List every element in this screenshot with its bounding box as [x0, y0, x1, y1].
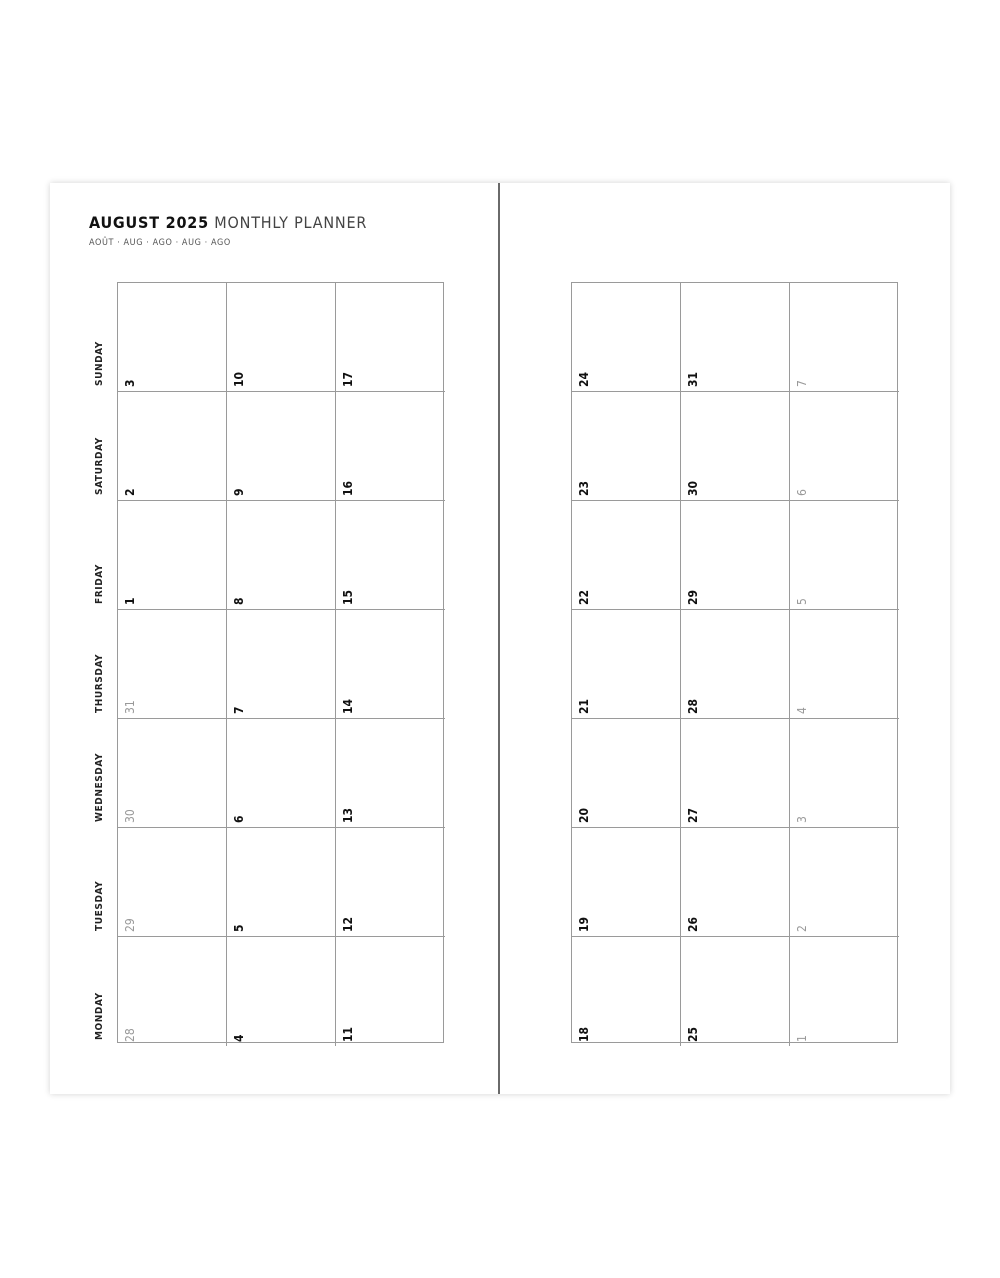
calendar-cell[interactable]: [118, 501, 227, 610]
weekday-label-text: SUNDAY: [94, 341, 105, 386]
calendar-cell[interactable]: [790, 937, 899, 1046]
page-subtitle: AOÛT · AUG · AGO · AUG · AGO: [89, 238, 231, 248]
calendar-cell[interactable]: [790, 283, 899, 392]
date-number: 7: [232, 706, 246, 714]
calendar-cell[interactable]: [118, 719, 227, 828]
calendar-cell[interactable]: [572, 283, 681, 392]
page-title: [89, 213, 367, 232]
date-number: 27: [686, 807, 700, 823]
calendar-cell[interactable]: [227, 392, 336, 501]
calendar-cell[interactable]: [227, 610, 336, 719]
date-number: 7: [795, 380, 809, 387]
date-number: 9: [232, 488, 246, 496]
date-number: 21: [577, 698, 591, 714]
date-number: 14: [341, 698, 355, 714]
calendar-cell[interactable]: [681, 283, 790, 392]
date-number: 8: [232, 597, 246, 605]
calendar-cell[interactable]: [681, 501, 790, 610]
weekday-label-text: WEDNESDAY: [94, 752, 105, 822]
calendar-cell[interactable]: [336, 828, 445, 937]
right-calendar-grid: [571, 282, 898, 1043]
date-number: 6: [232, 815, 246, 823]
date-number: 3: [795, 816, 809, 823]
weekday-label-text: TUESDAY: [94, 880, 105, 931]
calendar-cell[interactable]: [572, 828, 681, 937]
date-number: 26: [686, 916, 700, 932]
weekday-label-wednesday: [94, 718, 106, 822]
date-number: 4: [795, 707, 809, 714]
calendar-cell[interactable]: [572, 610, 681, 719]
date-number: 28: [686, 698, 700, 714]
calendar-cell[interactable]: [336, 937, 445, 1046]
date-number: 28: [123, 1028, 137, 1042]
weekday-label-text: MONDAY: [94, 992, 105, 1040]
calendar-cell[interactable]: [681, 719, 790, 828]
weekday-label-sunday: [94, 282, 106, 386]
weekday-label-tuesday: [94, 827, 106, 931]
calendar-cell[interactable]: [118, 392, 227, 501]
date-number: 12: [341, 916, 355, 932]
calendar-cell[interactable]: [336, 283, 445, 392]
calendar-cell[interactable]: [790, 501, 899, 610]
date-number: 4: [232, 1034, 246, 1042]
weekday-label-monday: [94, 936, 106, 1040]
date-number: 31: [123, 700, 137, 714]
calendar-cell[interactable]: [336, 610, 445, 719]
calendar-cell[interactable]: [118, 828, 227, 937]
date-number: 17: [341, 371, 355, 387]
date-number: 25: [686, 1026, 700, 1042]
date-number: 30: [123, 809, 137, 823]
weekday-label-text: THURSDAY: [94, 653, 105, 713]
date-number: 10: [232, 371, 246, 387]
date-number: 15: [341, 589, 355, 605]
date-number: 23: [577, 480, 591, 496]
date-number: 2: [123, 488, 137, 496]
date-number: 1: [795, 1035, 809, 1042]
calendar-cell[interactable]: [790, 828, 899, 937]
calendar-cell[interactable]: [681, 610, 790, 719]
calendar-cell[interactable]: [572, 392, 681, 501]
calendar-cell[interactable]: [336, 501, 445, 610]
calendar-cell[interactable]: [118, 610, 227, 719]
calendar-cell[interactable]: [227, 501, 336, 610]
calendar-cell[interactable]: [572, 719, 681, 828]
date-number: 31: [686, 371, 700, 387]
date-number: 30: [686, 480, 700, 496]
book-spine: [498, 183, 500, 1094]
date-number: 5: [232, 924, 246, 932]
date-number: 18: [577, 1026, 591, 1042]
weekday-label-thursday: [94, 609, 106, 713]
calendar-cell[interactable]: [572, 501, 681, 610]
left-calendar-grid: [117, 282, 444, 1043]
date-number: 24: [577, 371, 591, 387]
calendar-cell[interactable]: [227, 937, 336, 1046]
calendar-cell[interactable]: [790, 392, 899, 501]
planner-spread: [50, 183, 950, 1094]
calendar-cell[interactable]: [790, 610, 899, 719]
date-number: 29: [686, 589, 700, 605]
weekday-label-text: SATURDAY: [94, 437, 105, 495]
date-number: 20: [577, 807, 591, 823]
calendar-cell[interactable]: [681, 828, 790, 937]
calendar-cell[interactable]: [118, 283, 227, 392]
weekday-label-friday: [94, 500, 106, 604]
weekday-label-saturday: [94, 391, 106, 495]
calendar-cell[interactable]: [118, 937, 227, 1046]
calendar-cell[interactable]: [572, 937, 681, 1046]
date-number: 16: [341, 480, 355, 496]
date-number: 11: [341, 1026, 355, 1042]
calendar-cell[interactable]: [681, 937, 790, 1046]
calendar-cell[interactable]: [790, 719, 899, 828]
date-number: 22: [577, 589, 591, 605]
title-label: MONTHLY PLANNER: [214, 213, 368, 232]
calendar-cell[interactable]: [336, 719, 445, 828]
title-month: AUGUST 2025: [89, 213, 209, 232]
calendar-cell[interactable]: [681, 392, 790, 501]
calendar-cell[interactable]: [227, 828, 336, 937]
date-number: 13: [341, 807, 355, 823]
date-number: 1: [123, 597, 137, 605]
calendar-cell[interactable]: [336, 392, 445, 501]
date-number: 19: [577, 916, 591, 932]
date-number: 6: [795, 489, 809, 496]
date-number: 2: [795, 925, 809, 932]
date-number: 5: [795, 598, 809, 605]
calendar-cell[interactable]: [227, 719, 336, 828]
date-number: 29: [123, 918, 137, 932]
calendar-cell[interactable]: [227, 283, 336, 392]
date-number: 3: [123, 379, 137, 387]
weekday-label-text: FRIDAY: [94, 563, 105, 604]
